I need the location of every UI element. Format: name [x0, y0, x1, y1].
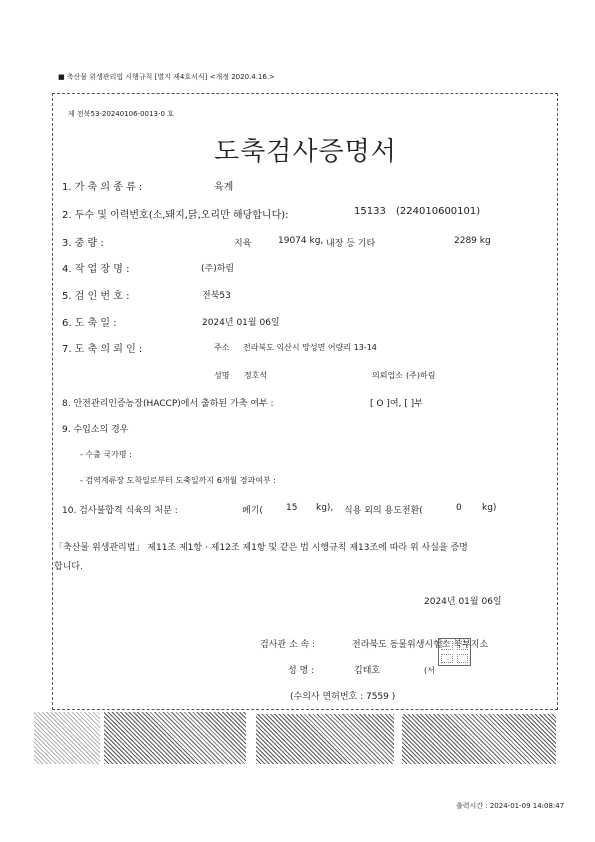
security-pattern-3	[256, 714, 394, 764]
print-time: 출력시간 : 2024-01-09 14:08:47	[456, 802, 565, 810]
issue-date: 2024년 01월 06일	[424, 597, 502, 607]
weight-other-label: 내장 등 기타	[326, 239, 376, 249]
inspector-license: (수의사 면허번호 : 7559 )	[290, 692, 396, 702]
import-months-label: - 검역계류장 도착일로부터 도축일까지 6개월 경과여부 :	[80, 476, 276, 485]
disposal-other-label: 식용 외의 용도전환(	[344, 506, 423, 516]
item-count-label: 2. 두수 및 이력번호(소,돼지,닭,오리만 해당합니다):	[62, 210, 289, 221]
security-pattern-4	[402, 714, 556, 764]
weight-carcass-value: 19074 kg,	[278, 236, 324, 246]
disposal-other-unit: kg)	[482, 503, 497, 513]
inspector-affiliation: 전라북도 동물위생시험소 북부지소	[352, 640, 489, 650]
item-date-label: 6. 도 축 일 :	[62, 318, 117, 329]
item-kind-value: 육계	[214, 182, 234, 193]
item-import-label: 9. 수입소의 경우	[62, 425, 129, 435]
requester-org: (주)하림	[406, 371, 436, 380]
requester-name: 정호석	[244, 371, 268, 380]
item-workplace-label: 4. 작 업 장 명 :	[62, 264, 130, 275]
form-header-note: ■ 축산물 위생관리법 시행규칙 [별지 제4호서식] <개정 2020.4.16.>	[58, 73, 275, 81]
signature-open: (서	[424, 666, 435, 675]
item-kind-label: 1. 가 축 의 종 류 :	[62, 182, 143, 193]
inspector-affiliation-label: 검사관 소 속 :	[260, 640, 316, 650]
requester-org-label: 의뢰업소	[372, 371, 403, 380]
item-requester-label: 7. 도 축 의 뢰 인 :	[62, 344, 143, 355]
requester-name-label: 성명	[214, 371, 230, 380]
item-haccp-value: [ O ]여, [ ]부	[370, 399, 423, 409]
statement-line-2: 합니다.	[54, 562, 83, 572]
import-country-label: - 수출 국가명 :	[80, 450, 132, 459]
item-weight-label: 3. 중 량 :	[62, 238, 104, 249]
weight-other-value: 2289 kg	[454, 236, 491, 246]
item-disposal-label: 10. 검사불합격 식육의 처분 :	[62, 506, 178, 516]
inspector-name: 김태호	[354, 666, 381, 676]
item-count-value: 15133	[354, 206, 386, 217]
requester-address-label: 주소	[214, 343, 230, 352]
requester-address: 전라북도 익산시 망성면 어량리 13-14	[243, 343, 377, 352]
item-workplace-value: (주)하림	[201, 264, 235, 274]
security-pattern-2	[104, 712, 246, 764]
item-trace-value: (224010600101)	[396, 206, 481, 217]
security-pattern-1	[34, 712, 100, 764]
disposal-discard-unit: kg),	[316, 503, 334, 513]
statement-line-1: 「축산물 위생관리법」 제11조 제1항 · 제12조 제1항 및 같은 법 시행규칙 제13조에 따라 위 사실을 증명	[54, 543, 468, 553]
official-seal	[438, 638, 471, 666]
disposal-discard-value: 15	[286, 503, 298, 513]
inspector-name-label: 성 명 :	[288, 666, 315, 676]
document-number: 제 전북53-20240106-0013-0 호	[68, 110, 174, 118]
item-haccp-label: 8. 안전관리인증농장(HACCP)에서 출하된 가축 여부 :	[62, 399, 274, 409]
document-title: 도축검사증명서	[214, 137, 397, 167]
item-date-value: 2024년 01월 06일	[202, 318, 280, 328]
weight-carcass-label: 지육	[234, 239, 252, 249]
disposal-other-value: 0	[456, 503, 462, 513]
item-inspect-value: 전북53	[202, 291, 231, 301]
item-inspect-label: 5. 검 인 번 호 :	[62, 291, 130, 302]
disposal-discard-label: 폐기(	[242, 506, 263, 516]
